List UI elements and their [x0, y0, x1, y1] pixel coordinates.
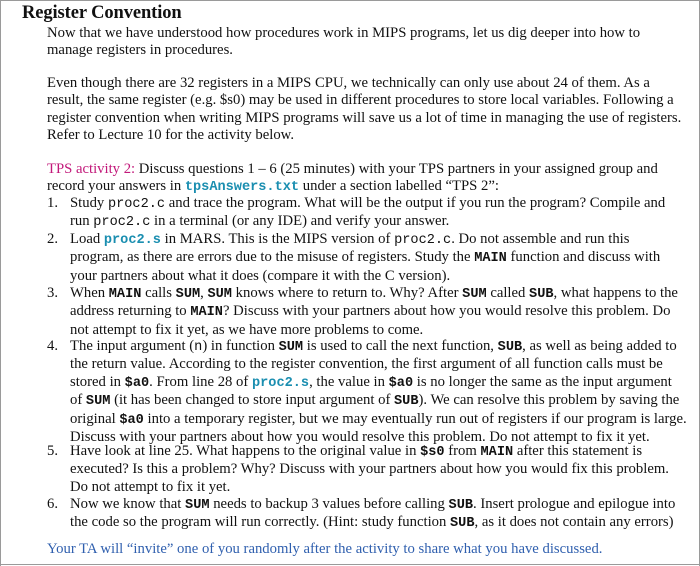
question-1: 1. Study proc2.c and trace the program. What will be the output if you run the program? Compile and run proc2.c in a terminal (or any IDE) and verify your answer.: [47, 195, 666, 231]
question-5: 5. Have look at line 25. What happens to the original value in $s0 from MAIN after this statement is executed? Is this a problem? Why? Discuss with your partners about how you would fix this problem. Do not attempt to fix it yet.: [47, 443, 669, 495]
question-3: 3. When MAIN calls SUM, SUM knows where to return to. Why? After SUM called SUB, what happens to the address returning to MAIN? Discuss with your partners about how you would resolve this problem. Do not attempt to fix it yet, as we have more problems to come.: [47, 285, 678, 338]
code-sum: SUM: [175, 287, 201, 302]
code-a0: $a0: [388, 375, 414, 391]
text-line: Even though there are 32 registers in a MIPS CPU, we technically can only use about 24 of them. As a: [47, 75, 650, 91]
code-sum: SUM: [207, 287, 232, 302]
question-number: 2.: [47, 231, 59, 247]
top-border: [0, 0, 700, 1]
code-main: MAIN: [108, 287, 142, 302]
question-6: 6. Now we know that SUM needs to backup 3 values before calling SUB. Insert prologue and epilogue into the code so the program will run correctly. (Hint: study function SUB, as it does not contain any errors): [47, 496, 676, 532]
code-sub: SUB: [529, 287, 554, 302]
footer-note: Your TA will “invite” one of you randomly after the activity to share what you have discussed.: [47, 541, 603, 557]
left-border: [0, 0, 1, 566]
code-proc2-c: proc2.c: [93, 215, 151, 231]
code-s0: $s0: [420, 445, 445, 460]
code-main: MAIN: [190, 305, 223, 321]
section-title: Register Convention: [22, 3, 182, 23]
code-sub: SUB: [448, 498, 474, 513]
code-main: MAIN: [474, 251, 507, 267]
code-proc2-c: proc2.c: [107, 197, 166, 212]
code-sub: SUB: [450, 516, 475, 532]
answers-filename: tpsAnswers.txt: [184, 180, 300, 196]
tps-activity-paragraph: TPS activity 2: Discuss questions 1 – 6 (25 minutes) with your TPS partners in your assigned group and record your answers in tpsAnswers.txt under a section labelled “TPS 2”:: [47, 161, 658, 196]
tps-activity-label: TPS activity 2:: [47, 161, 136, 177]
code-sum: SUM: [462, 287, 487, 302]
file-proc2-s: proc2.s: [103, 233, 161, 248]
code-a0: $a0: [119, 412, 144, 428]
question-number: 1.: [47, 195, 59, 211]
code-sum: SUM: [278, 340, 304, 355]
code-proc2-c: proc2.c: [394, 233, 452, 248]
file-proc2-s: proc2.s: [251, 375, 310, 391]
intro-paragraph: [47, 25, 687, 60]
text-line: register convention when writing MIPS programs will save us a lot of time in managing the use of registers.: [47, 109, 682, 126]
bottom-border: [0, 564, 700, 565]
code-sub: SUB: [497, 340, 523, 355]
question-number: 4.: [47, 338, 59, 354]
question-4: 4. The input argument (n) in function SUM is used to call the next function, SUB, as well as being added to the return value. According to the register convention, the first argument of all function calls must be stored in $a0. From line 28 of proc2.s, the value in $a0 is no longer the same as the input argument of SUM (it has been changed to store input argument of SUB). We can resolve this problem by saving the original $a0 into a temporary register, but we may eventually run out of registers if our program is large. Discuss with your partners about how you would resolve this problem. Do not attempt to fix it yet.: [47, 338, 687, 446]
question-2: 2. Load proc2.s in MARS. This is the MIPS version of proc2.c. Do not assemble and run this program, as there are errors due to the misuse of registers. Study the MAIN function and discuss with your partners about what it does (compare it with the C version).: [47, 231, 661, 284]
question-number: 6.: [47, 496, 59, 512]
code-sub: SUB: [394, 394, 419, 410]
code-sum: SUM: [185, 498, 210, 513]
text-line: manage registers in procedures.: [47, 42, 233, 59]
question-number: 5.: [47, 443, 59, 459]
code-sum: SUM: [85, 394, 111, 410]
registers-paragraph: [47, 75, 687, 145]
question-number: 3.: [47, 285, 59, 301]
text-line: Now that we have understood how procedures work in MIPS programs, let us dig deeper into how to: [47, 25, 641, 41]
code-a0: $a0: [124, 375, 150, 391]
code-n: n: [194, 340, 203, 355]
code-main: MAIN: [480, 445, 514, 460]
text-line: Refer to Lecture 10 for the activity below.: [47, 127, 295, 144]
text-line: result, the same register (e.g. $s0) may be used in different procedures to store local variables. Following a: [47, 92, 674, 109]
